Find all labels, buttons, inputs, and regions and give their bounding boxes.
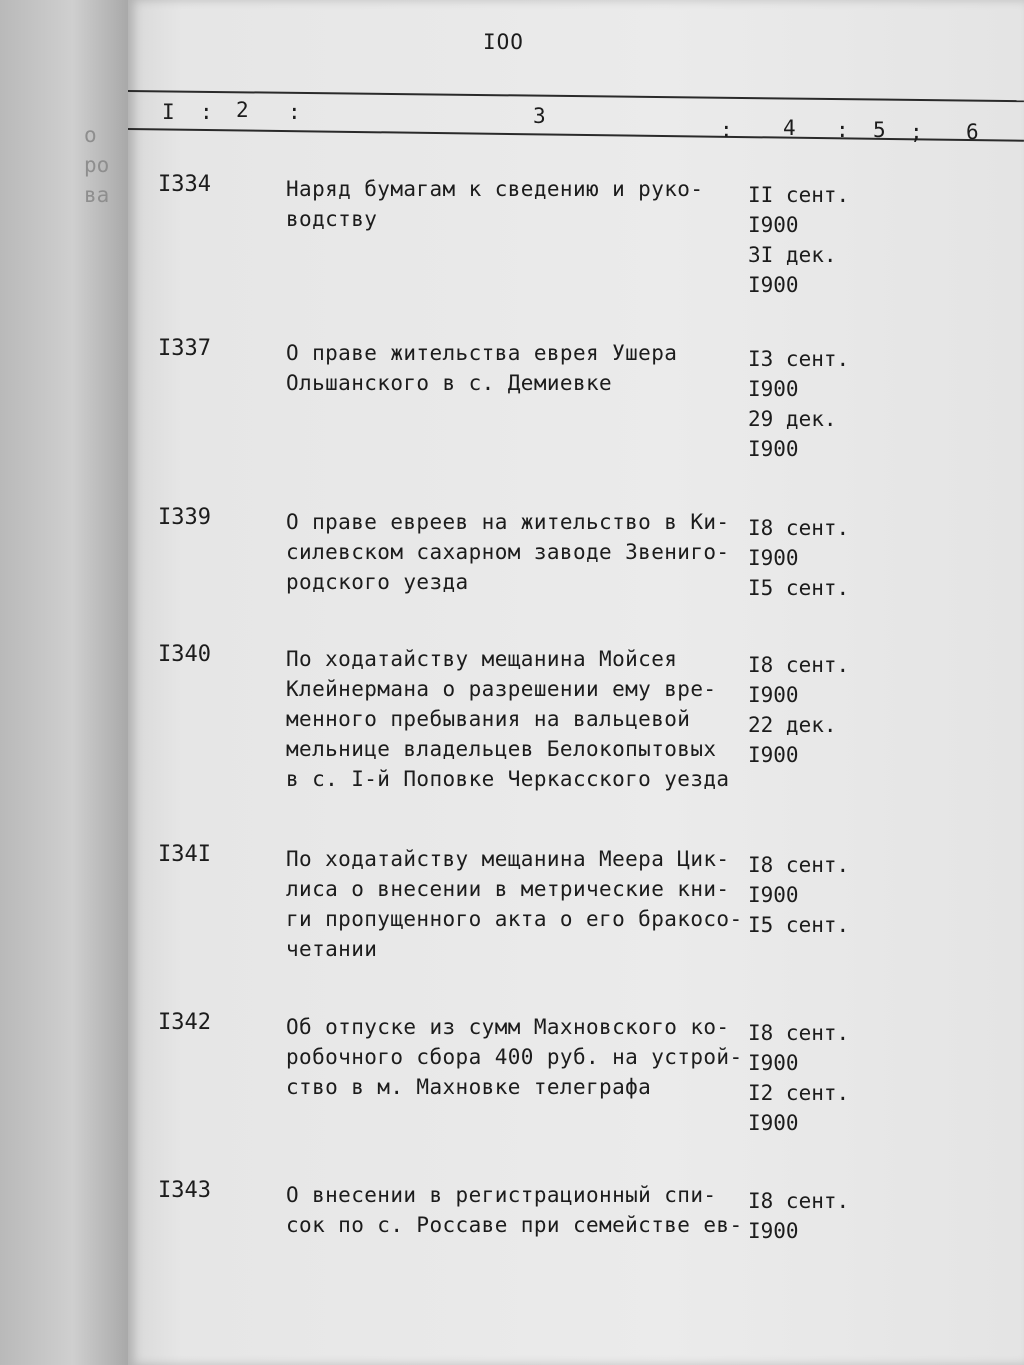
entry-description xyxy=(286,338,756,398)
description-line: в с. I-й Поповке Черкасского уезда xyxy=(286,767,730,791)
facing-page-bleed: о ро ва xyxy=(84,123,110,207)
entry-number: I340 xyxy=(158,642,211,667)
column-separator: : xyxy=(720,118,733,142)
date-line: 29 дек. xyxy=(748,407,837,431)
date-line: 3I дек. xyxy=(748,243,837,267)
description-line: По ходатайству мещанина Меера Цик- xyxy=(286,847,730,871)
date-line: I900 xyxy=(748,1219,799,1243)
description-line: лиса о внесении в метрические кни- xyxy=(286,877,730,901)
description-line: ги пропущенного акта о его бракосо- xyxy=(286,907,743,931)
date-line: I8 сент. xyxy=(748,1189,850,1213)
column-separator: ; xyxy=(910,120,923,144)
date-line: I900 xyxy=(748,273,799,297)
column-number-1: I xyxy=(162,100,175,124)
date-line: I900 xyxy=(748,1111,799,1135)
entry-dates xyxy=(748,344,898,464)
description-line: мельнице владельцев Белокопытовых xyxy=(286,737,717,761)
header-bottom-rule xyxy=(128,128,1024,142)
date-line: I900 xyxy=(748,213,799,237)
entry-description xyxy=(286,1180,756,1240)
column-number-6: 6 xyxy=(966,120,979,144)
archive-page xyxy=(128,0,1024,1365)
date-line: I900 xyxy=(748,377,799,401)
description-line: сок по с. Россаве при семействе ев- xyxy=(286,1213,743,1237)
date-line: I900 xyxy=(748,743,799,767)
entry-dates xyxy=(748,513,898,603)
entry-number: I334 xyxy=(158,172,211,197)
column-number-4: 4 xyxy=(783,116,796,140)
entry-description xyxy=(286,844,756,964)
date-line: I900 xyxy=(748,1051,799,1075)
date-line: I900 xyxy=(748,683,799,707)
date-line: I900 xyxy=(748,883,799,907)
entry-number: I343 xyxy=(158,1178,211,1203)
column-number-2: 2 xyxy=(236,98,249,122)
description-line: робочного сбора 400 руб. на устрой- xyxy=(286,1045,743,1069)
header-top-rule xyxy=(128,90,1024,102)
date-line: I3 сент. xyxy=(748,347,850,371)
entry-dates xyxy=(748,1018,898,1138)
entry-description xyxy=(286,507,756,597)
description-line: Наряд бумагам к сведению и руко- xyxy=(286,177,704,201)
date-line: I900 xyxy=(748,437,799,461)
description-line: Об отпуске из сумм Махновского ко- xyxy=(286,1015,730,1039)
date-line: I5 сент. xyxy=(748,913,850,937)
entry-dates xyxy=(748,850,898,940)
entry-description xyxy=(286,174,756,234)
description-line: Клейнермана о разрешении ему вре- xyxy=(286,677,717,701)
column-separator: : xyxy=(836,118,849,142)
description-line: О праве евреев на жительство в Ки- xyxy=(286,510,730,534)
page-number: IOO xyxy=(483,30,524,54)
entry-number: I34I xyxy=(158,842,211,867)
date-line: I5 сент. xyxy=(748,576,850,600)
column-separator: : xyxy=(200,100,213,124)
description-line: четании xyxy=(286,937,378,961)
entry-dates xyxy=(748,180,898,300)
description-line: Ольшанского в с. Демиевке xyxy=(286,371,613,395)
column-number-5: 5 xyxy=(873,118,886,142)
entry-number: I342 xyxy=(158,1010,211,1035)
description-line: ство в м. Махновке телеграфа xyxy=(286,1075,652,1099)
entry-dates xyxy=(748,1186,898,1246)
description-line: менного пребывания на вальцевой xyxy=(286,707,691,731)
date-line: I8 сент. xyxy=(748,516,850,540)
column-number-3: 3 xyxy=(533,104,546,128)
description-line: силевском сахарном заводе Звениго- xyxy=(286,540,730,564)
entry-dates xyxy=(748,650,898,770)
date-line: I2 сент. xyxy=(748,1081,850,1105)
description-line: О праве жительства еврея Ушера xyxy=(286,341,678,365)
entry-description xyxy=(286,1012,756,1102)
date-line: I8 сент. xyxy=(748,653,850,677)
entry-number: I339 xyxy=(158,505,211,530)
date-line: 22 дек. xyxy=(748,713,837,737)
description-line: водству xyxy=(286,207,378,231)
entry-description xyxy=(286,644,756,794)
description-line: По ходатайству мещанина Мойсея xyxy=(286,647,678,671)
facing-page-edge xyxy=(0,0,132,1365)
description-line: О внесении в регистрационный спи- xyxy=(286,1183,717,1207)
column-separator: : xyxy=(288,100,301,124)
date-line: I8 сент. xyxy=(748,853,850,877)
entry-number: I337 xyxy=(158,336,211,361)
date-line: I900 xyxy=(748,546,799,570)
date-line: II сент. xyxy=(748,183,850,207)
description-line: родского уезда xyxy=(286,570,469,594)
date-line: I8 сент. xyxy=(748,1021,850,1045)
